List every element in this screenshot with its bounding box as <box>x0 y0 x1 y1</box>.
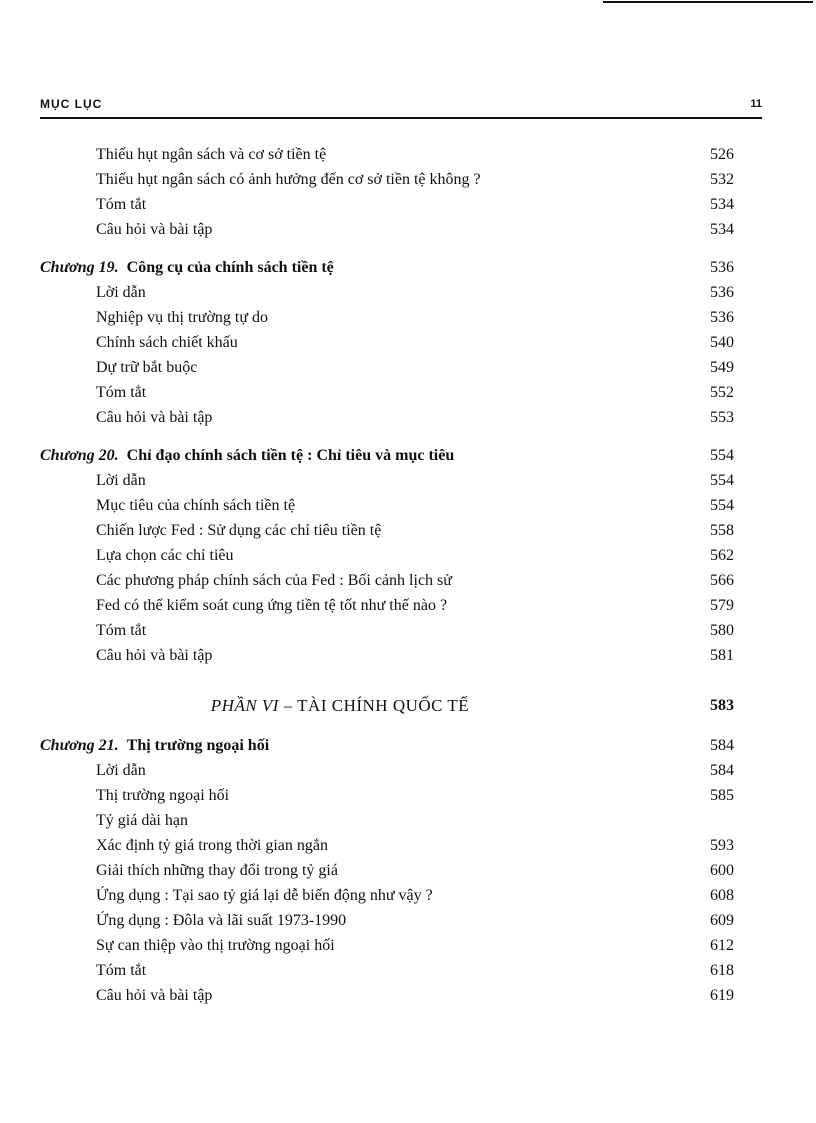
chapter-title <box>40 736 269 756</box>
chapter-label: Chương 19. <box>40 259 119 276</box>
running-header-title: MỤC LỤC <box>40 97 103 111</box>
entry-title: Nghiệp vụ thị trường tự do <box>96 309 269 326</box>
chapter-title <box>40 446 454 466</box>
entry-page-number: 585 <box>710 787 734 804</box>
entry-title: Lựa chọn các chỉ tiêu <box>96 547 234 564</box>
entry-page-number: 600 <box>710 862 734 879</box>
page-number: 11 <box>750 98 762 110</box>
entry-page-number: 526 <box>710 146 734 163</box>
entry-page-number: 540 <box>710 334 734 351</box>
entry-title: Tóm tắt <box>96 384 147 401</box>
entry-title: Câu hỏi và bài tập <box>96 987 213 1004</box>
entry-page-number: 554 <box>710 447 734 464</box>
entry-title: Câu hỏi và bài tập <box>96 647 213 664</box>
entry-title: Tóm tắt <box>96 196 147 213</box>
entry-page-number: 553 <box>710 409 734 426</box>
part-label: PHẦN VI <box>210 696 279 715</box>
entry-title: Sự can thiệp vào thị trường ngoại hối <box>96 937 335 954</box>
entry-page-number: 618 <box>710 962 734 979</box>
entry-title: Thị trường ngoại hối <box>96 787 230 804</box>
chapter-name: Công cụ của chính sách tiền tệ <box>126 259 334 276</box>
entry-title: Chiến lược Fed : Sử dụng các chỉ tiêu tiền tệ <box>96 522 382 539</box>
entry-page-number: 536 <box>710 259 734 276</box>
chapter-name: Thị trường ngoại hối <box>126 737 270 754</box>
entry-page-number: 619 <box>710 987 734 1004</box>
entry-page-number: 536 <box>710 284 734 301</box>
entry-title: Xác định tỷ giá trong thời gian ngắn <box>96 837 328 854</box>
entry-title: Chính sách chiết khấu <box>96 334 238 351</box>
entry-title: Tóm tắt <box>96 962 147 979</box>
entry-title: Câu hỏi và bài tập <box>96 221 213 238</box>
part-heading <box>40 696 640 716</box>
entry-title: Giải thích những thay đổi trong tỷ giá <box>96 862 338 879</box>
entry-title: Thiếu hụt ngân sách và cơ sở tiền tệ <box>96 146 327 163</box>
chapter-title <box>40 258 334 278</box>
entry-page-number: 583 <box>710 697 734 714</box>
chapter-name: Chỉ đạo chính sách tiền tệ : Chỉ tiêu và mục tiêu <box>126 447 455 464</box>
entry-title: Câu hỏi và bài tập <box>96 409 213 426</box>
entry-page-number: 584 <box>710 762 734 779</box>
part-title: – TÀI CHÍNH QUỐC TẾ <box>283 696 470 715</box>
entry-title: Ứng dụng : Đôla và lãi suất 1973-1990 <box>96 912 347 929</box>
entry-page-number: 608 <box>710 887 734 904</box>
entry-title: Tỷ giá dài hạn <box>96 812 188 829</box>
entry-page-number: 562 <box>710 547 734 564</box>
entry-page-number: 532 <box>710 171 734 188</box>
entry-page-number: 593 <box>710 837 734 854</box>
entry-title: Các phương pháp chính sách của Fed : Bối cảnh lịch sử <box>96 572 452 589</box>
entry-title: Dự trữ bắt buộc <box>96 359 198 376</box>
entry-page-number: 581 <box>710 647 734 664</box>
entry-title: Lời dẫn <box>96 284 146 301</box>
entry-title: Lời dẫn <box>96 472 146 489</box>
entry-page-number: 554 <box>710 497 734 514</box>
entry-page-number: 584 <box>710 737 734 754</box>
entry-page-number: 612 <box>710 937 734 954</box>
entry-title: Ứng dụng : Tại sao tỷ giá lại dễ biến động như vậy ? <box>96 887 433 904</box>
entry-page-number: 534 <box>710 221 734 238</box>
entry-page-number: 580 <box>710 622 734 639</box>
entry-title: Tóm tắt <box>96 622 147 639</box>
entry-page-number: 554 <box>710 472 734 489</box>
entry-page-number: 609 <box>710 912 734 929</box>
entry-page-number: 536 <box>710 309 734 326</box>
chapter-label: Chương 21. <box>40 737 119 754</box>
entry-page-number: 549 <box>710 359 734 376</box>
entry-page-number: 566 <box>710 572 734 589</box>
chapter-label: Chương 20. <box>40 447 119 464</box>
entry-page-number: 579 <box>710 597 734 614</box>
entry-page-number: 534 <box>710 196 734 213</box>
entry-page-number: 552 <box>710 384 734 401</box>
entry-title: Fed có thể kiểm soát cung ứng tiền tệ tốt như thế nào ? <box>96 597 448 614</box>
entry-title: Thiếu hụt ngân sách có ảnh hưởng đến cơ sở tiền tệ không ? <box>96 171 481 188</box>
entry-page-number: 558 <box>710 522 734 539</box>
entry-title: Mục tiêu của chính sách tiền tệ <box>96 497 296 514</box>
entry-title: Lời dẫn <box>96 762 146 779</box>
